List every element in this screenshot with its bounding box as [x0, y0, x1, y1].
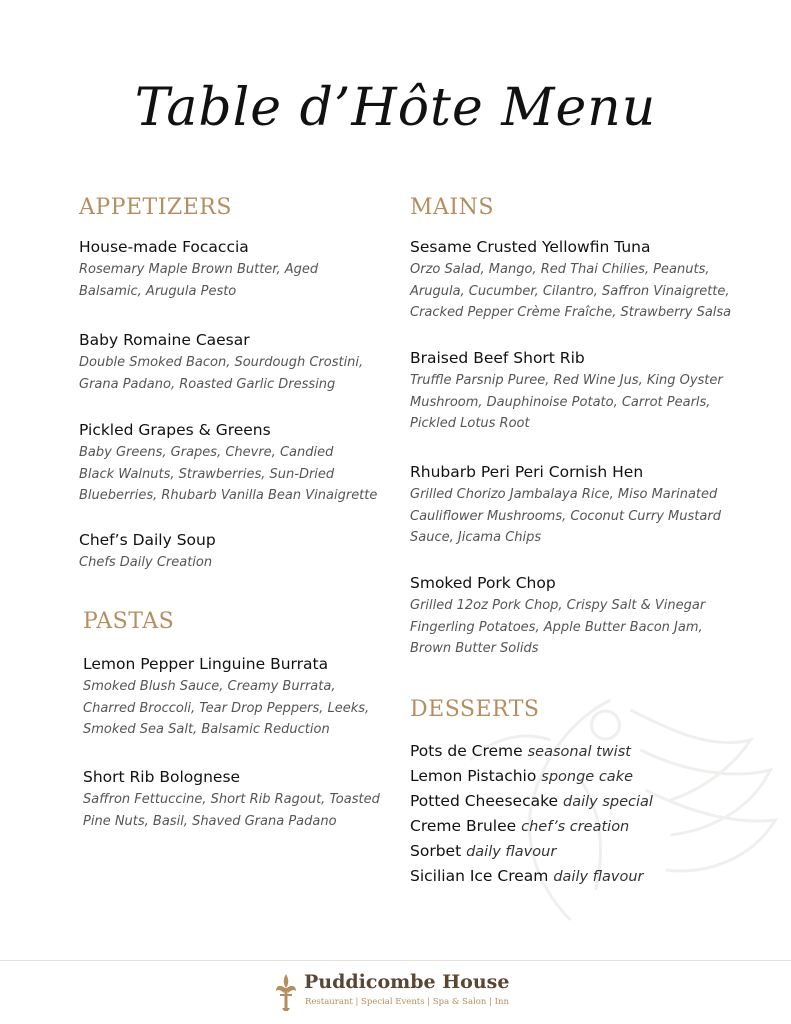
item-name: Short Rib Bolognese [83, 768, 241, 786]
dessert-item [410, 815, 629, 838]
desserts-heading: DESSERTS [410, 697, 540, 722]
dessert-name: Lemon Pistachio [410, 767, 537, 785]
dessert-item [410, 765, 633, 788]
dessert-name: Potted Cheesecake [410, 792, 559, 810]
item-name: Rhubarb Peri Peri Cornish Hen [410, 463, 644, 481]
appetizer-item [79, 530, 389, 574]
main-item [410, 573, 750, 660]
item-description: Saffron Fettuccine, Short Rib Ragout, Toasted Pine Nuts, Basil, Shaved Grana Padano [83, 792, 380, 829]
dessert-item [410, 740, 631, 763]
main-item [410, 348, 750, 435]
item-name: Braised Beef Short Rib [410, 349, 585, 367]
dessert-note: daily flavour [553, 869, 644, 885]
item-name: Sesame Crusted Yellowfin Tuna [410, 238, 651, 256]
footer-logo [274, 970, 534, 1014]
dessert-note: seasonal twist [527, 744, 631, 760]
item-name: Baby Romaine Caesar [79, 331, 250, 349]
pastas-heading: PASTAS [83, 609, 175, 634]
main-item [410, 462, 750, 549]
dessert-item [410, 865, 644, 888]
dessert-name: Creme Brulee [410, 817, 517, 835]
item-name: Lemon Pepper Linguine Burrata [83, 655, 329, 673]
dessert-name: Sicilian Ice Cream [410, 867, 549, 885]
item-description: Truffle Parsnip Puree, Red Wine Jus, King Oyster Mushroom, Dauphinoise Potato, Carrot Pearls, Pickled Lotus Root [410, 373, 723, 431]
item-name: Pickled Grapes & Greens [79, 421, 271, 439]
item-description: Grilled 12oz Pork Chop, Crispy Salt & Vinegar Fingerling Potatoes, Apple Butter Bacon Jam, Brown Butter Solids [410, 598, 706, 656]
dessert-item [410, 840, 556, 863]
menu-title: Table d’Hôte Menu [134, 78, 657, 138]
logo-name: Puddicombe House [304, 971, 510, 993]
main-item [410, 237, 750, 324]
item-description: Rosemary Maple Brown Butter, Aged Balsamic, Arugula Pesto [79, 262, 319, 299]
item-description: Smoked Blush Sauce, Creamy Burrata, Charred Broccoli, Tear Drop Peppers, Leeks, Smoked Sea Salt, Balsamic Reduction [83, 679, 370, 737]
appetizers-heading: APPETIZERS [79, 195, 232, 220]
appetizer-item [79, 420, 389, 507]
dessert-note: daily special [562, 794, 653, 810]
fleur-de-lis-icon [274, 972, 298, 1012]
logo-tagline: Restaurant | Special Events | Spa & Salon | Inn [305, 997, 509, 1007]
appetizer-item [79, 237, 389, 302]
mains-heading: MAINS [410, 195, 494, 220]
pasta-item [83, 654, 393, 741]
dessert-name: Pots de Creme [410, 742, 523, 760]
item-description: Chefs Daily Creation [79, 555, 213, 570]
footer-divider [0, 960, 791, 961]
item-name: House-made Focaccia [79, 238, 249, 256]
pasta-item [83, 767, 393, 832]
dessert-note: daily flavour [466, 844, 557, 860]
item-name: Chef’s Daily Soup [79, 531, 216, 549]
item-description: Orzo Salad, Mango, Red Thai Chilies, Peanuts, Arugula, Cucumber, Cilantro, Saffron Vinaigrette, Cracked Pepper Crème Fraîche, Strawberry Salsa [410, 262, 732, 320]
item-description: Grilled Chorizo Jambalaya Rice, Miso Marinated Cauliflower Mushrooms, Coconut Curry Mustard Sauce, Jicama Chips [410, 487, 721, 545]
item-description: Double Smoked Bacon, Sourdough Crostini, Grana Padano, Roasted Garlic Dressing [79, 355, 364, 392]
item-name: Smoked Pork Chop [410, 574, 556, 592]
dessert-name: Sorbet [410, 842, 462, 860]
dessert-note: chef’s creation [521, 819, 630, 835]
dessert-item [410, 790, 653, 813]
appetizer-item [79, 330, 389, 395]
item-description: Baby Greens, Grapes, Chevre, Candied Black Walnuts, Strawberries, Sun-Dried Blueberries, Rhubarb Vanilla Bean Vinaigrette [79, 445, 378, 503]
dessert-note: sponge cake [541, 769, 634, 785]
